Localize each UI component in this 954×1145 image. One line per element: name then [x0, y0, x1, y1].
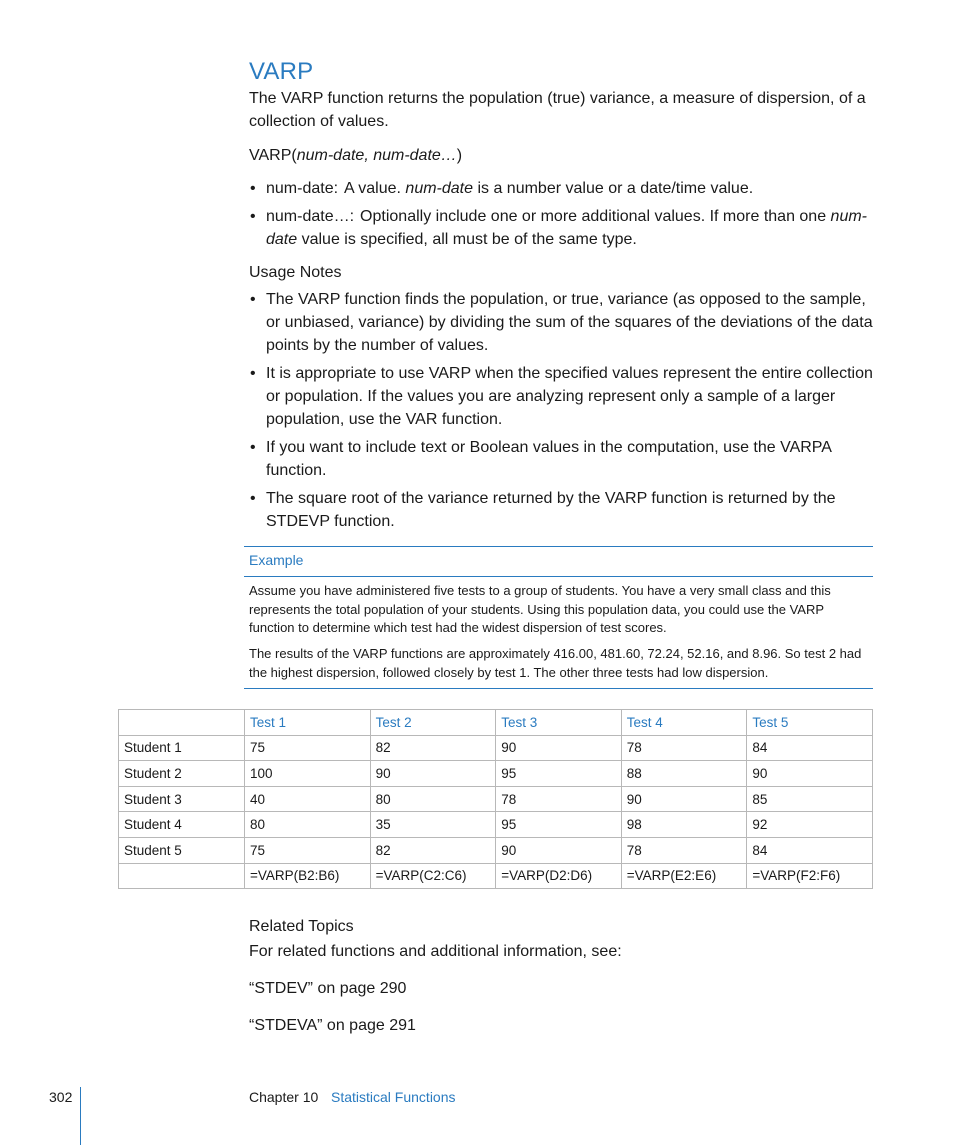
- table-cell: 82: [370, 735, 496, 761]
- syntax-arguments: num-date, num-date…: [296, 147, 457, 164]
- table-formula-cell: =VARP(F2:F6): [747, 863, 873, 889]
- usage-note-item: • The square root of the variance returned by the VARP function is returned by the STDEVP function.: [249, 487, 879, 533]
- table-header-cell: [119, 710, 245, 736]
- table-header-cell: Test 5: [747, 710, 873, 736]
- table-cell: 80: [370, 786, 496, 812]
- related-topics-heading: Related Topics: [249, 918, 354, 935]
- argument-term: num-date…:: [266, 208, 355, 225]
- table-cell: Student 3: [119, 786, 245, 812]
- intro-paragraph: The VARP function returns the population (true) variance, a measure of dispersion, of a collection of values.: [249, 90, 866, 130]
- table-cell: Student 4: [119, 812, 245, 838]
- table-cell: 95: [496, 812, 622, 838]
- table-cell: 90: [496, 837, 622, 863]
- usage-notes-list: [249, 288, 879, 538]
- table-cell: 35: [370, 812, 496, 838]
- argument-term: num-date:: [266, 180, 339, 197]
- table-row: [119, 735, 873, 761]
- footer-divider: [80, 1087, 81, 1145]
- table-header-cell: Test 1: [245, 710, 371, 736]
- table-cell: 92: [747, 812, 873, 838]
- footer-chapter: Chapter 10: [249, 1089, 319, 1105]
- table-cell: 75: [245, 735, 371, 761]
- argument-desc-em: num-date: [405, 180, 474, 197]
- table-formula-cell: =VARP(E2:E6): [621, 863, 747, 889]
- syntax-function-name: VARP: [249, 147, 292, 164]
- table-formula-row: [119, 863, 873, 889]
- example-divider: [244, 576, 873, 577]
- page-number: 302: [49, 1089, 73, 1105]
- example-paragraph-1: Assume you have administered five tests to a group of students. You have a very small class and this represents the total population of your students. Using this population data, you could use the VARP function to determine which test had the widest dispersion of test scores.: [249, 583, 831, 635]
- table-cell: 78: [621, 837, 747, 863]
- table-cell: 90: [370, 761, 496, 787]
- table-cell: Student 2: [119, 761, 245, 787]
- example-paragraph-2: The results of the VARP functions are approximately 416.00, 481.60, 72.24, 52.16, and 8.96. So test 2 had the highest dispersion, followed closely by test 1. The other three tests had low dispersion.: [249, 646, 862, 680]
- table-cell: Student 1: [119, 735, 245, 761]
- table-cell: Student 5: [119, 837, 245, 863]
- table-cell: 98: [621, 812, 747, 838]
- argument-desc-post: is a number value or a date/time value.: [473, 180, 754, 197]
- argument-desc-em: num-date: [266, 208, 867, 248]
- argument-desc-post: value is specified, all must be of the same type.: [297, 231, 637, 248]
- related-topics-intro: For related functions and additional information, see:: [249, 943, 622, 960]
- table-cell: 100: [245, 761, 371, 787]
- table-cell: 95: [496, 761, 622, 787]
- table-row: [119, 761, 873, 787]
- table-cell: 82: [370, 837, 496, 863]
- related-link-stdev[interactable]: “STDEV” on page 290: [249, 980, 407, 997]
- footer-section-link[interactable]: Statistical Functions: [331, 1089, 456, 1105]
- table-header-cell: Test 2: [370, 710, 496, 736]
- usage-note-item: • The VARP function finds the population, or true, variance (as opposed to the sample, or unbiased, variance) by dividing the sum of the squares of the deviations of the data points by the number of values.: [249, 288, 879, 357]
- page-title: VARP: [249, 58, 314, 85]
- argument-desc-pre: Optionally include one or more additional values. If more than one: [360, 208, 831, 225]
- argument-item: [249, 177, 879, 200]
- table-cell: 84: [747, 735, 873, 761]
- table-row: [119, 812, 873, 838]
- scores-table: [118, 709, 873, 889]
- usage-note-item: • It is appropriate to use VARP when the specified values represent the entire collection or population. If the values you are analyzing represent only a sample of a larger population, use the VAR function.: [249, 362, 879, 431]
- table-cell: 40: [245, 786, 371, 812]
- table-cell: 78: [496, 786, 622, 812]
- argument-list: [249, 177, 879, 256]
- table-cell: 80: [245, 812, 371, 838]
- syntax-close-paren: ): [456, 147, 463, 164]
- usage-note-item: • If you want to include text or Boolean values in the computation, use the VARPA function.: [249, 436, 879, 482]
- table-cell: 88: [621, 761, 747, 787]
- table-cell: 75: [245, 837, 371, 863]
- example-box: [244, 546, 873, 689]
- table-header-cell: Test 4: [621, 710, 747, 736]
- table-row: [119, 837, 873, 863]
- table-cell: 84: [747, 837, 873, 863]
- table-cell: 85: [747, 786, 873, 812]
- table-formula-cell: =VARP(B2:B6): [245, 863, 371, 889]
- usage-notes-heading: Usage Notes: [249, 264, 342, 281]
- table-cell: 78: [621, 735, 747, 761]
- table-cell: 90: [747, 761, 873, 787]
- table-cell: [119, 863, 245, 889]
- syntax-line: [249, 147, 462, 165]
- related-link-stdeva[interactable]: “STDEVA” on page 291: [249, 1017, 416, 1034]
- table-row: [119, 786, 873, 812]
- example-label: Example: [249, 552, 304, 568]
- table-formula-cell: =VARP(D2:D6): [496, 863, 622, 889]
- table-cell: 90: [621, 786, 747, 812]
- table-formula-cell: =VARP(C2:C6): [370, 863, 496, 889]
- table-header-cell: Test 3: [496, 710, 622, 736]
- table-header-row: [119, 710, 873, 736]
- syntax-open-paren: (: [291, 147, 297, 164]
- argument-desc-pre: A value.: [344, 180, 406, 197]
- argument-item: [249, 205, 879, 251]
- table-cell: 90: [496, 735, 622, 761]
